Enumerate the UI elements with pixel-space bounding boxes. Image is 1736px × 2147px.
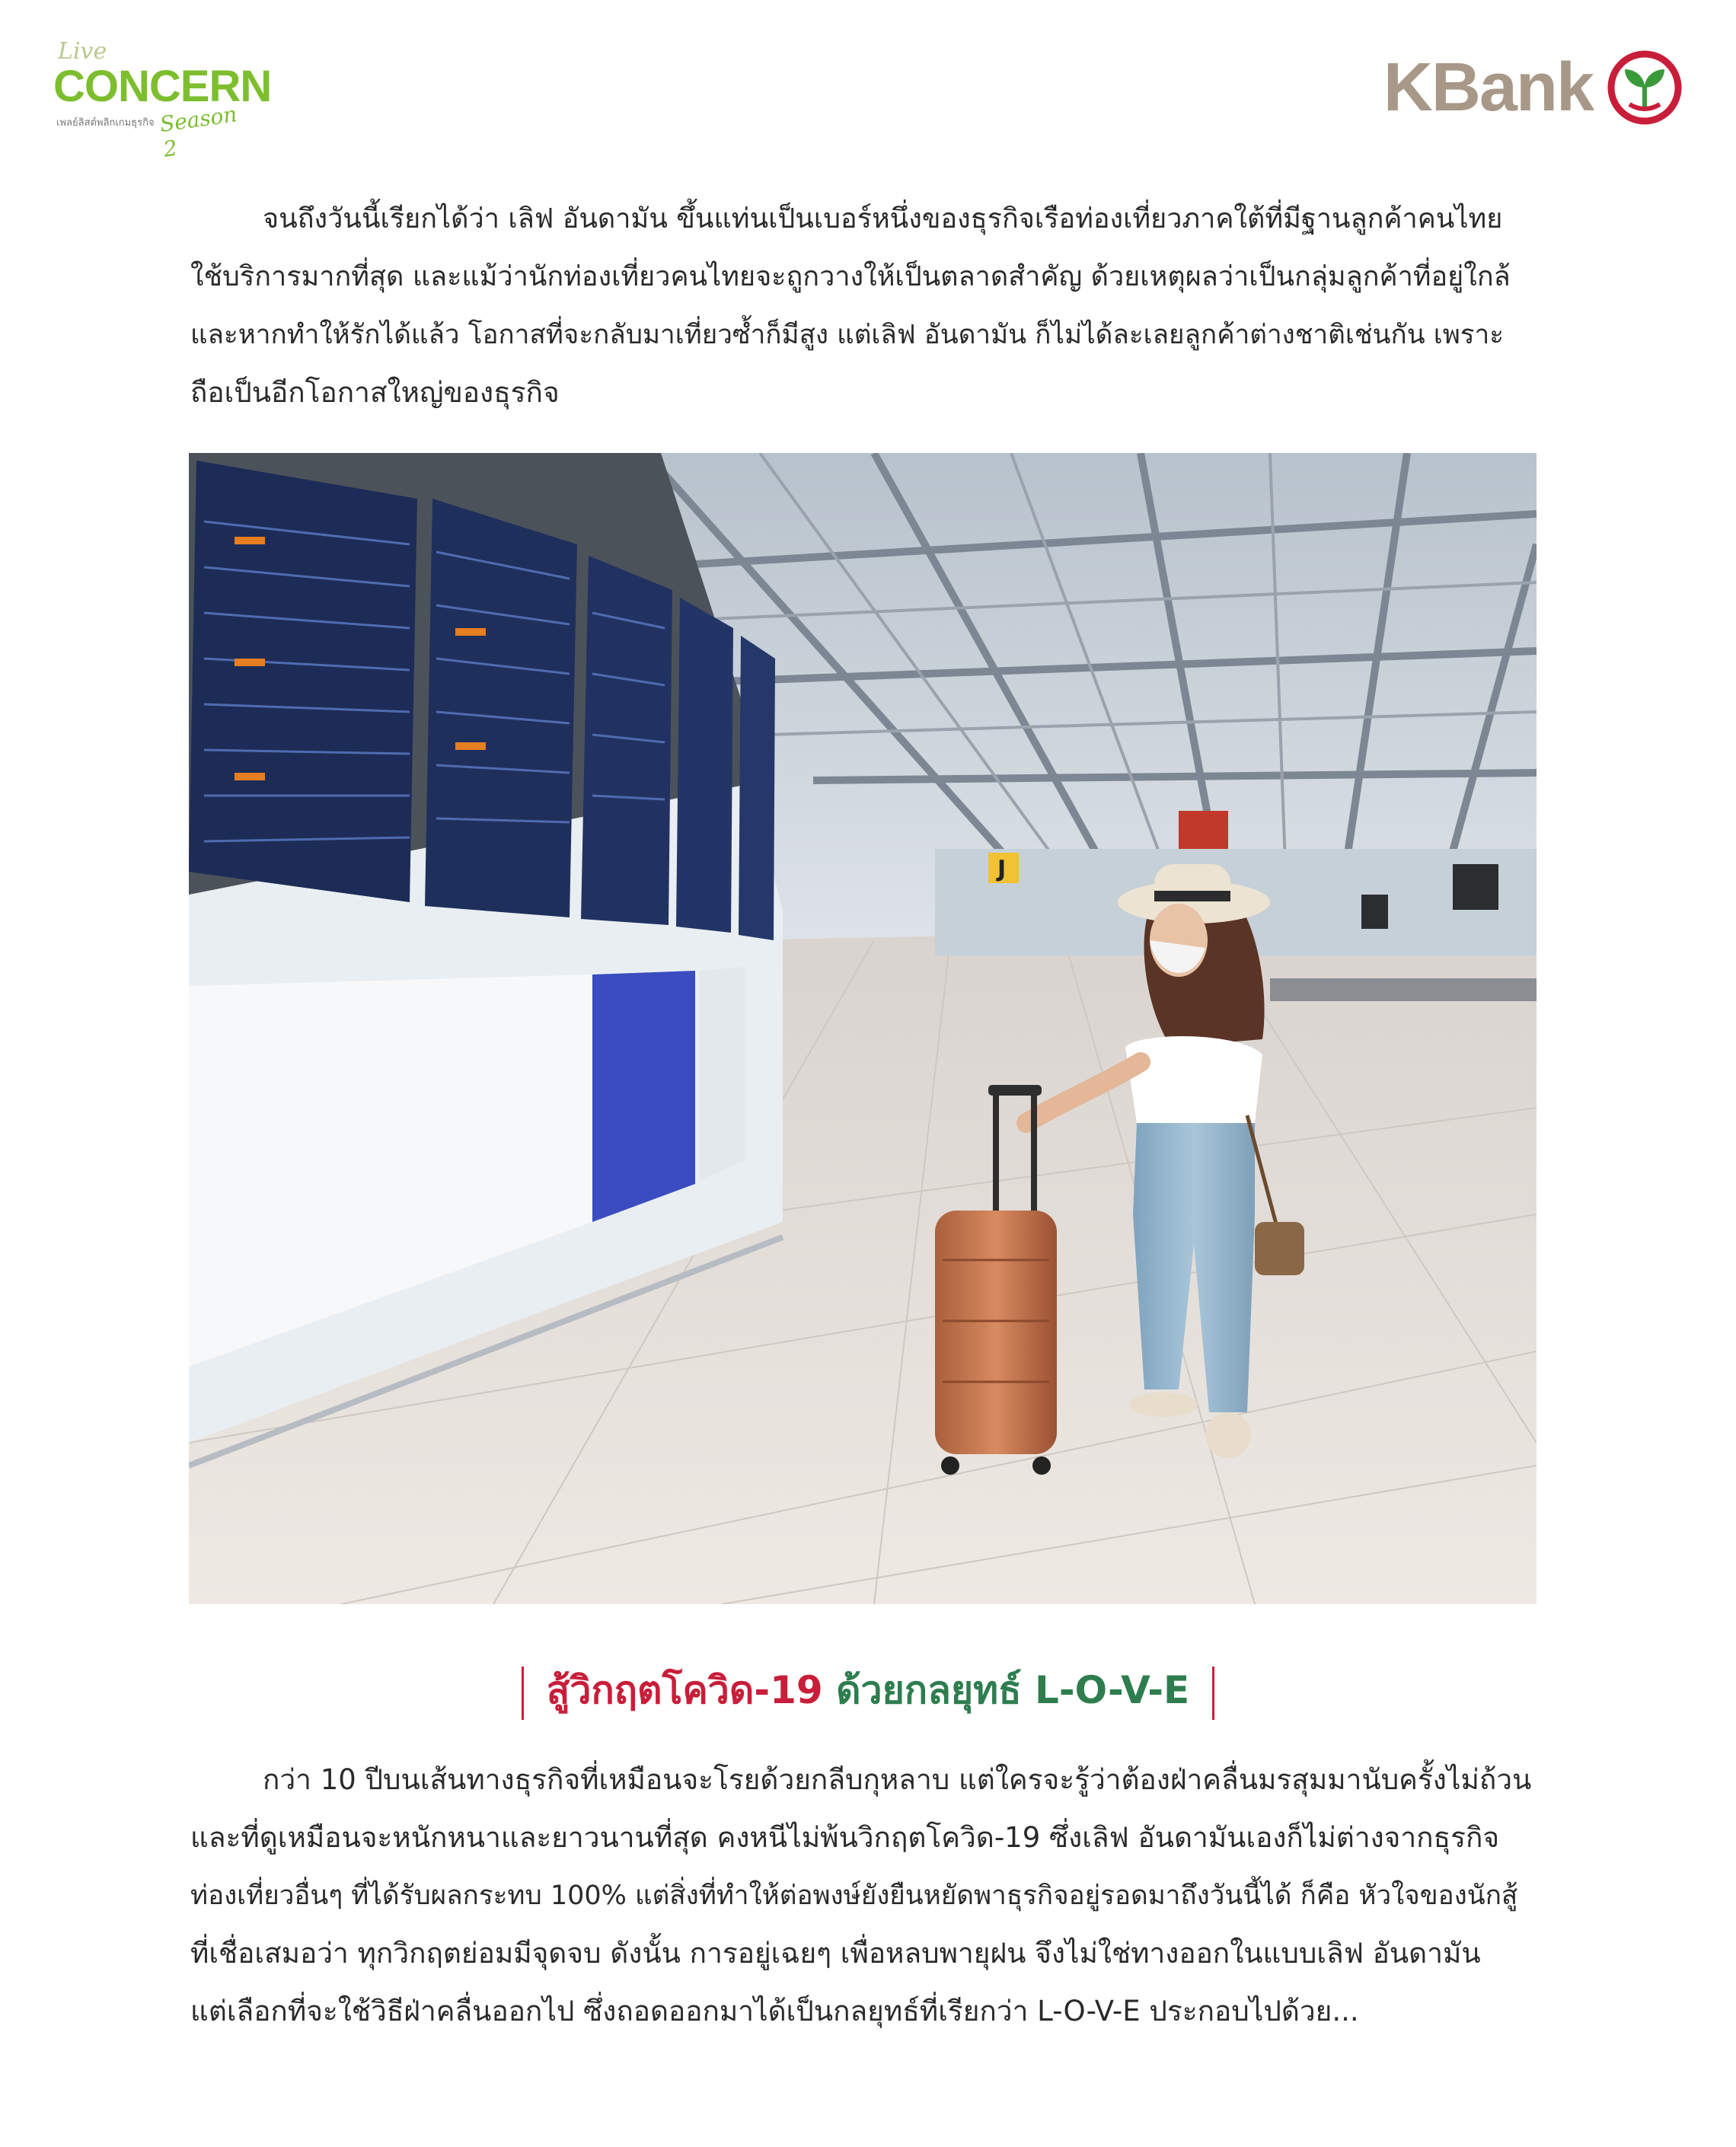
kbank-logo (1383, 46, 1683, 129)
logo-live-text: Live (58, 38, 107, 65)
logo-season: Season 2 (158, 101, 239, 162)
strategy-paragraph (190, 1751, 1537, 2040)
paragraph-line: จนถึงวันนี้เรียกได้ว่า เลิฟ อันดามัน ขึ้นแท่นเป็นเบอร์หนึ่งของธุรกิจเรือท่องเที่ยวภาคใต้ที่มีฐานลูกค้าคนไทย (263, 203, 1503, 234)
logo-concern-text: CONCERN (53, 62, 272, 111)
paragraph-line: ถือเป็นอีกโอกาสใหญ่ของธุรกิจ (190, 376, 560, 409)
paragraph-line: และที่ดูเหมือนจะหนักหนาและยาวนานที่สุด คงหนีไม่พ้นวิกฤตโควิด-19 ซึ่งเลิฟ อันดามันเองก็ไม่ต่างจากธุรกิจ (190, 1821, 1500, 1854)
paragraph-line: ท่องเที่ยวอื่นๆ ที่ได้รับผลกระทบ 100% แต่สิ่งที่ทำให้ต่อพงษ์ยังยืนหยัดพาธุรกิจอยู่รอดมาถึงวันนี้ได้ ก็คือ หัวใจของนักสู้ (190, 1881, 1518, 1911)
logo-tagline: เพลย์ลิสต์พลิกเกมธุรกิจ (56, 117, 155, 129)
paragraph-line: แต่เลือกที่จะใช้วิธีฝ่าคลื่นออกไป ซึ่งถอดออกมาได้เป็นกลยุทธ์ที่เรียกว่า L-O-V-E ประกอบไปด้วย... (190, 1995, 1359, 2027)
paragraph-line: กว่า 10 ปีบนเส้นทางธุรกิจที่เหมือนจะโรยด้วยกลีบกุหลาบ แต่ใครจะรู้ว่าต้องฝ่าคลื่นมรสุมมานับครั้งไม่ถ้วน (263, 1763, 1532, 1796)
kbank-wordmark: KBank (1383, 49, 1593, 126)
heading-right-divider (1212, 1667, 1214, 1720)
intro-paragraph (190, 190, 1537, 422)
paragraph-line: และหากทำให้รักได้แล้ว โอกาสที่จะกลับมาเที่ยวซ้ำก็มีสูง แต่เลิฟ อันดามัน ก็ไม่ได้ละเลยลูกค้าต่างชาติเช่นกัน เพราะ (190, 320, 1505, 350)
section-heading (0, 1656, 1736, 1724)
heading-red-part: สู้วิกฤตโควิด-19 (546, 1668, 823, 1712)
paragraph-line: ใช้บริการมากที่สุด และแม้ว่านักท่องเที่ยวคนไทยจะถูกวางให้เป็นตลาดสำคัญ ด้วยเหตุผลว่าเป็นกลุ่มลูกค้าที่อยู่ใกล้ (190, 261, 1511, 292)
kbank-leaf-emblem-icon (1607, 49, 1683, 126)
paragraph-line: ที่เชื่อเสมอว่า ทุกวิกฤตย่อมมีจุดจบ ดังนั้น การอยู่เฉยๆ เพื่อหลบพายุฝน จึงไม่ใช่ทางออกในแบบเลิฟ อันดามัน (190, 1937, 1481, 1970)
svg-text:J: J (997, 856, 1007, 882)
heading-left-divider (522, 1667, 524, 1720)
heading-green-part: ด้วยกลยุทธ์ L-O-V-E (836, 1668, 1190, 1712)
airport-traveler-photo (189, 453, 1537, 1604)
live-concern-logo (53, 38, 272, 162)
